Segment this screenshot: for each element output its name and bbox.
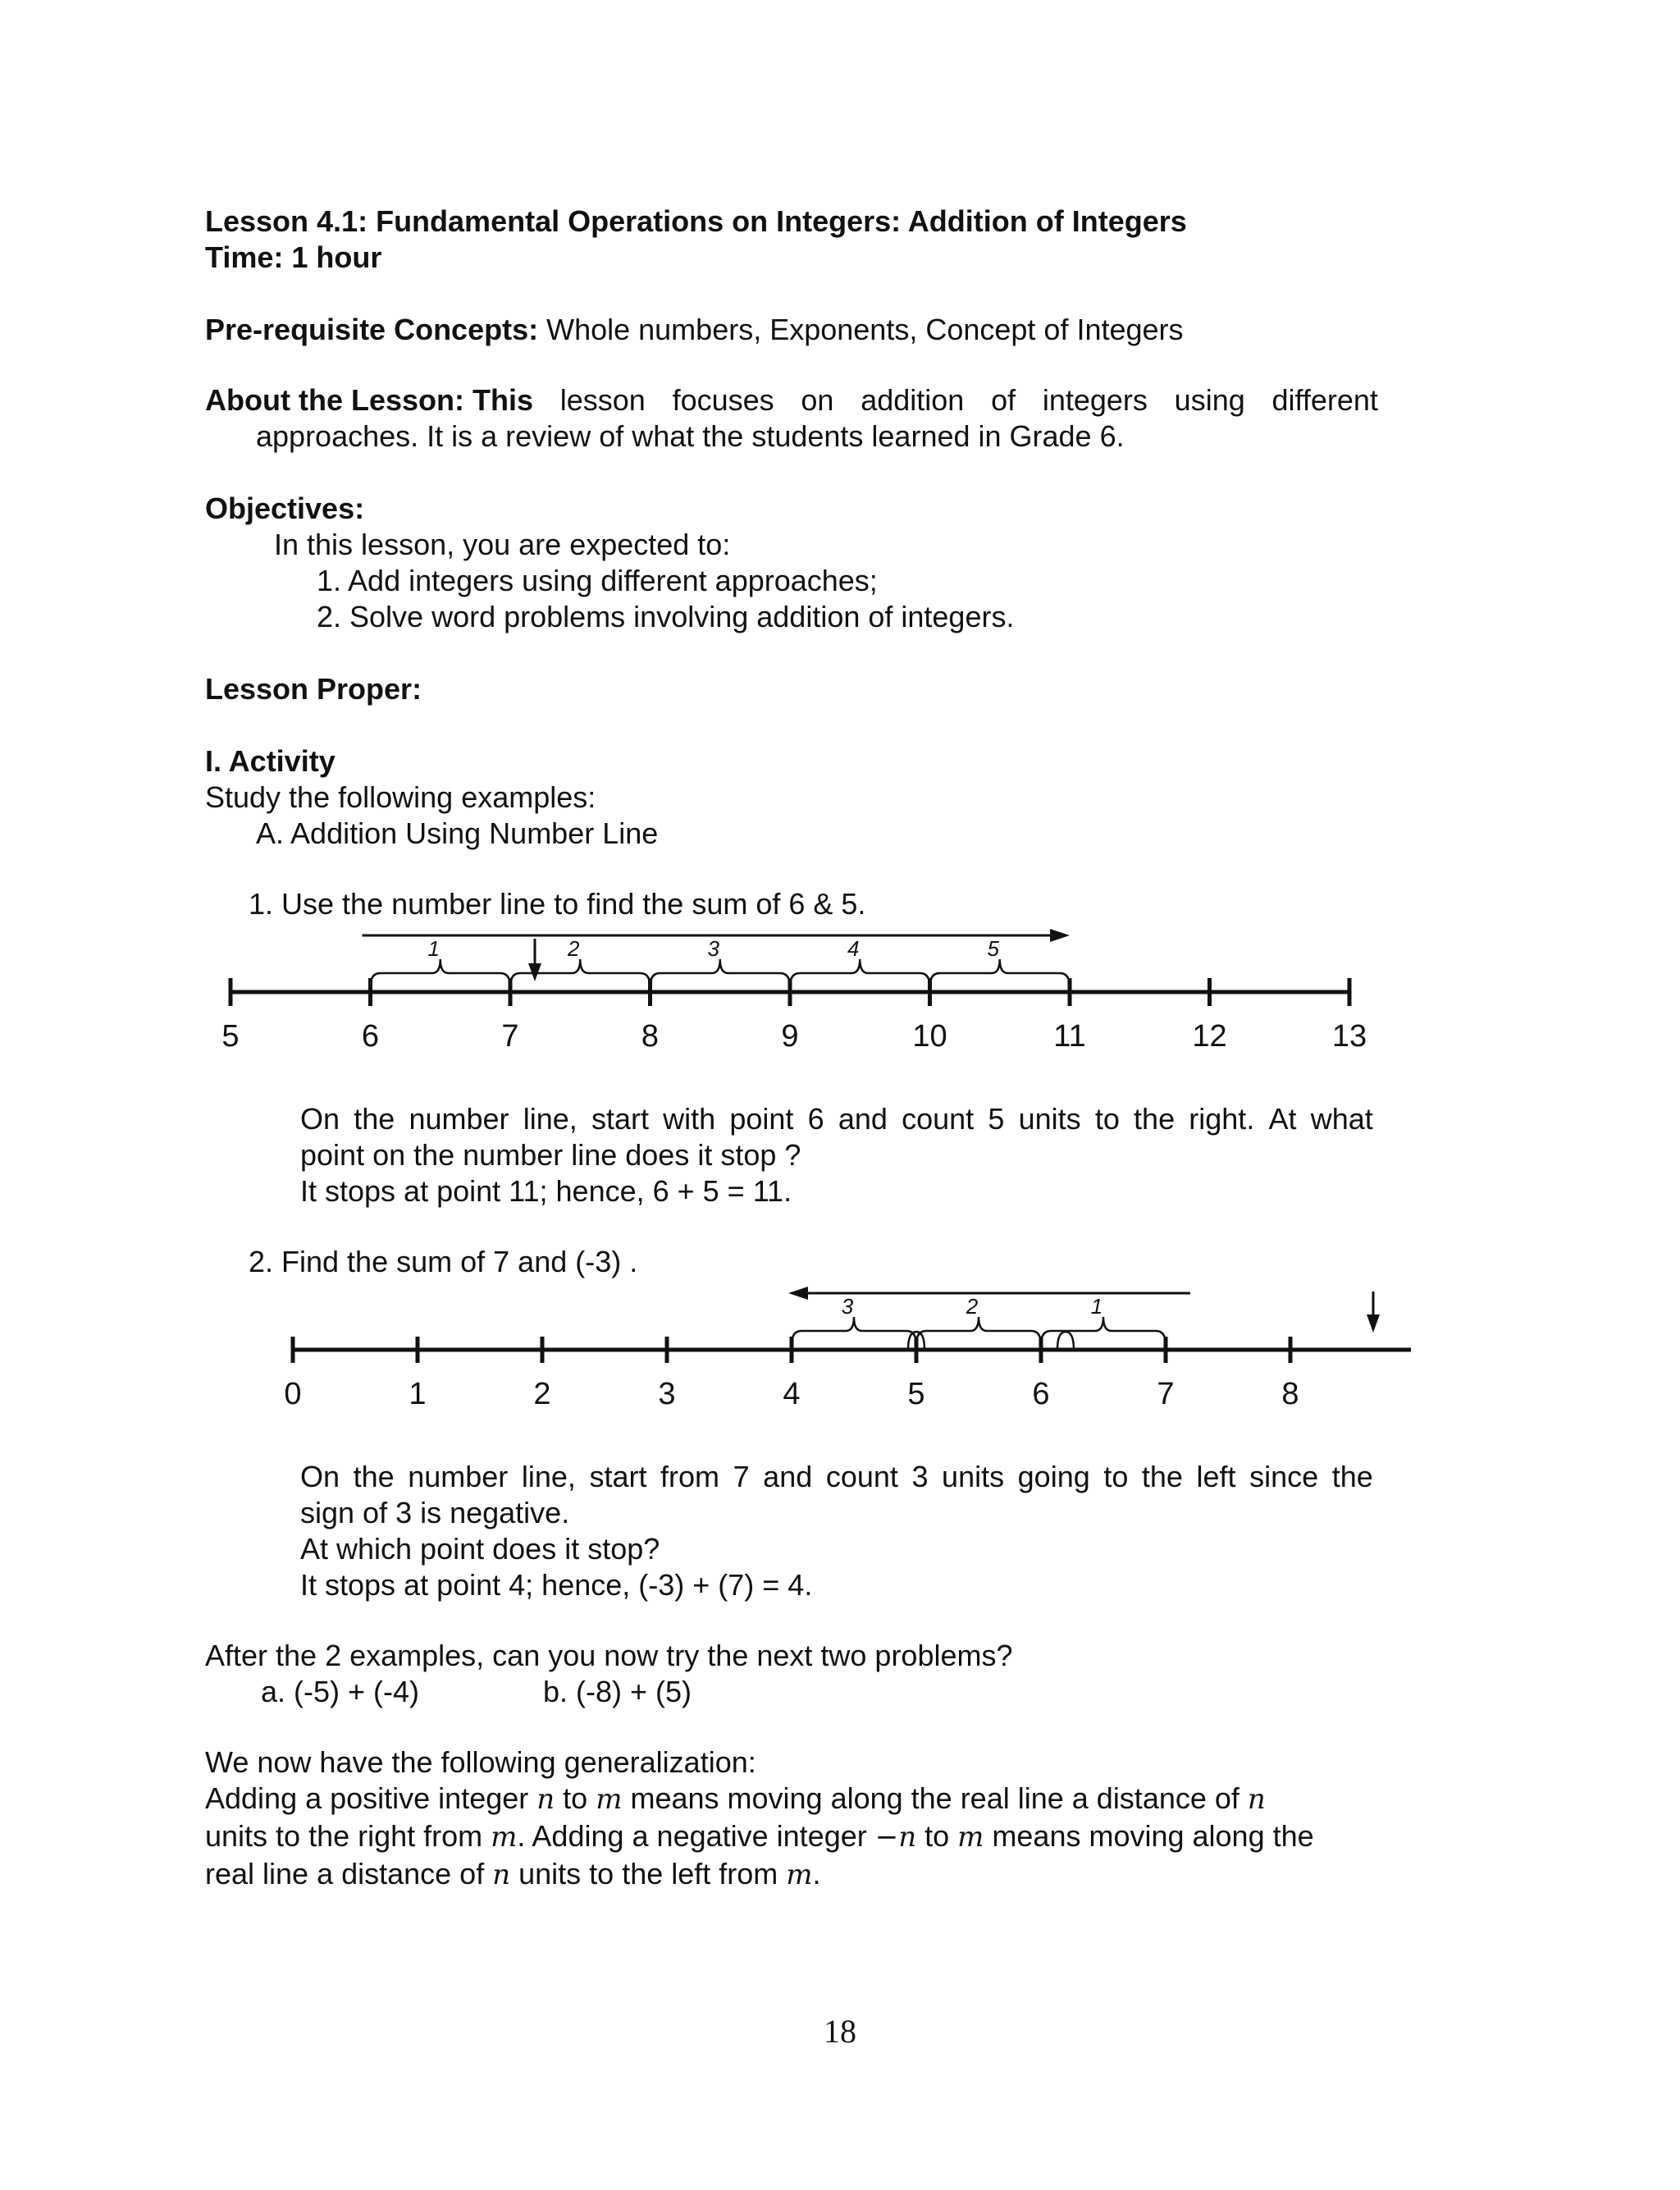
- example2-text-line-2: sign of 3 is negative.: [300, 1496, 570, 1529]
- number-line-1-tick-label: 8: [641, 1019, 660, 1054]
- example1-word: 6: [807, 1102, 824, 1136]
- example2-word: the: [1141, 1460, 1183, 1493]
- example1-word: 5: [988, 1102, 1005, 1136]
- objectives-heading: Objectives:: [205, 491, 365, 525]
- about-word: integers: [1042, 383, 1148, 417]
- number-line-2-direction-arrowhead: [788, 1287, 808, 1300]
- practice-a: a. (-5) + (-4): [261, 1675, 420, 1708]
- about-line-1: [205, 382, 1378, 418]
- number-line-1-tick-label: 11: [1053, 1019, 1086, 1054]
- number-line-1-direction-arrowhead: [1050, 929, 1070, 942]
- objective-item-2: 2. Solve word problems involving addition of integers.: [317, 600, 1015, 633]
- example1-word: At: [1268, 1102, 1297, 1136]
- practice-prompt: After the 2 examples, can you now try the next two problems?: [205, 1639, 1013, 1672]
- example1-word: to: [1094, 1102, 1120, 1136]
- generalization-line-3: real line a distance of n units to the left from m.: [205, 1857, 821, 1891]
- number-line-2-arc: [908, 1332, 924, 1350]
- example2-word: On: [300, 1460, 340, 1493]
- number-line-1-jump-brace: [651, 959, 791, 987]
- example2-question: At which point does it stop?: [300, 1532, 660, 1566]
- example2-word: to: [1103, 1460, 1129, 1493]
- about-word: of: [991, 383, 1016, 417]
- example2-word: 7: [733, 1460, 750, 1493]
- about-word: addition: [861, 383, 965, 417]
- example2-prompt: 2. Find the sum of 7 and (-3) .: [249, 1245, 638, 1278]
- lesson-proper-heading: Lesson Proper:: [205, 672, 422, 706]
- number-line-1-jump-brace: [371, 959, 511, 987]
- number-line-1-tick-label: 13: [1331, 1019, 1367, 1054]
- number-line-2-marker-arrowhead: [1367, 1314, 1380, 1333]
- example2-word: units: [942, 1460, 1005, 1493]
- example1-word: the: [354, 1102, 395, 1136]
- number-line-1-tick-label: 7: [501, 1019, 519, 1054]
- number-line-2-arc: [1057, 1332, 1074, 1350]
- example1-word: what: [1310, 1102, 1373, 1136]
- page-number: 18: [824, 2013, 856, 2050]
- example2-word: line,: [521, 1460, 576, 1493]
- example1-word: number: [409, 1102, 509, 1136]
- activity-study: Study the following examples:: [205, 780, 596, 814]
- number-line-1-marker-arrowhead: [528, 963, 541, 981]
- example1-word: On: [300, 1102, 340, 1136]
- example1-word: start: [591, 1102, 649, 1136]
- example2-word: the: [1331, 1460, 1373, 1493]
- number-line-1-tick-label: 12: [1192, 1019, 1227, 1054]
- about-word: using: [1174, 383, 1245, 417]
- number-line-2-tick-label: 2: [533, 1377, 551, 1411]
- example1-prompt: 1. Use the number line to find the sum of 6 & 5.: [249, 887, 866, 921]
- example2-word: from: [660, 1460, 720, 1493]
- number-line-2-tick-label: 8: [1281, 1377, 1299, 1411]
- number-line-1-tick-label: 5: [221, 1019, 240, 1054]
- about-justified: [205, 382, 1378, 418]
- objectives-intro: In this lesson, you are expected to:: [274, 528, 731, 561]
- number-line-2-tick-label: 1: [409, 1377, 427, 1411]
- generalization-line-1: Adding a positive integer n to m means moving along the real line a distance of n: [205, 1781, 1266, 1816]
- number-line-1-jump-brace: [790, 959, 930, 987]
- about-word: lesson: [559, 383, 646, 417]
- number-line-2-jump-brace: [916, 1317, 1041, 1345]
- about-word: different: [1271, 383, 1378, 417]
- example1-word: the: [1134, 1102, 1176, 1136]
- example2-word: count: [825, 1460, 898, 1493]
- number-line-1-tick-label: 10: [912, 1019, 947, 1054]
- number-line-1-jump-brace: [510, 959, 651, 987]
- prereq-label: Pre-requisite Concepts:: [205, 313, 539, 346]
- example2-text-line-1: [300, 1459, 1373, 1495]
- generalization-line-2: units to the right from m. Adding a negative integer −n to m means moving along the: [205, 1819, 1314, 1854]
- example1-word: line,: [523, 1102, 578, 1136]
- number-line-2-tick-label: 7: [1157, 1377, 1175, 1411]
- number-line-1-jump-label: 4: [847, 936, 860, 961]
- example2-word: the: [353, 1460, 395, 1493]
- number-line-2-tick-label: 4: [783, 1377, 801, 1411]
- example2-word: going: [1017, 1460, 1090, 1493]
- number-line-1-jump-label: 3: [707, 936, 719, 961]
- example2-word: left: [1196, 1460, 1236, 1493]
- prereq-text: Whole numbers, Exponents, Concept of Integers: [538, 313, 1184, 346]
- example1-text-line-1: [300, 1101, 1373, 1137]
- example1-word: with: [663, 1102, 716, 1136]
- number-line-1-tick-label: 6: [361, 1019, 380, 1054]
- about-word: on: [801, 383, 834, 417]
- example1-word: and: [838, 1102, 888, 1136]
- about-label: About the Lesson: This: [205, 383, 534, 417]
- number-line-2-tick-label: 6: [1032, 1377, 1050, 1411]
- example2-word: start: [589, 1460, 647, 1493]
- example2-word: number: [408, 1460, 509, 1493]
- prereq-line: [205, 312, 1184, 348]
- activity-sub-a: A. Addition Using Number Line: [256, 816, 659, 850]
- number-line-2-jump-label: 1: [1090, 1294, 1103, 1319]
- number-line-1-jump-brace: [930, 959, 1071, 987]
- number-line-2-jump-brace: [792, 1317, 916, 1345]
- lesson-title: Lesson 4.1: Fundamental Operations on Integers: Addition of Integers: [205, 204, 1187, 238]
- about-word: focuses: [672, 383, 774, 417]
- example2-word: and: [763, 1460, 813, 1493]
- number-line-1-jump-label: 2: [568, 936, 580, 961]
- number-line-2-tick-label: 0: [284, 1377, 302, 1411]
- example1-word: right.: [1189, 1102, 1255, 1136]
- practice-b: b. (-8) + (5): [543, 1675, 692, 1708]
- example1-word: units: [1018, 1102, 1081, 1136]
- number-line-2-jump-brace: [1041, 1317, 1166, 1345]
- about-line-2: approaches. It is a review of what the students learned in Grade 6.: [256, 419, 1125, 453]
- example1-word: point: [729, 1102, 794, 1136]
- number-line-1-jump-label: 5: [987, 936, 999, 961]
- example2-answer: It stops at point 4; hence, (-3) + (7) = 4.: [300, 1568, 813, 1602]
- number-line-2-tick-label: 5: [907, 1377, 925, 1411]
- example1-answer: It stops at point 11; hence, 6 + 5 = 11.: [300, 1174, 792, 1208]
- example1-word: count: [902, 1102, 975, 1136]
- example2-word: 3: [911, 1460, 929, 1493]
- example2-word: since: [1249, 1460, 1319, 1493]
- generalization-intro: We now have the following generalization:: [205, 1745, 756, 1779]
- example1-text-line-2: point on the number line does it stop ?: [300, 1138, 801, 1172]
- number-line-2-jump-label: 3: [841, 1294, 854, 1319]
- number-line-1-jump-label: 1: [427, 936, 440, 961]
- number-line-1-tick-label: 9: [781, 1019, 799, 1054]
- objective-item-1: 1. Add integers using different approaches;: [317, 564, 878, 597]
- number-line-2-tick-label: 3: [658, 1377, 676, 1411]
- activity-heading: I. Activity: [205, 744, 336, 778]
- lesson-time: Time: 1 hour: [205, 240, 382, 274]
- number-line-2-jump-label: 2: [966, 1294, 979, 1319]
